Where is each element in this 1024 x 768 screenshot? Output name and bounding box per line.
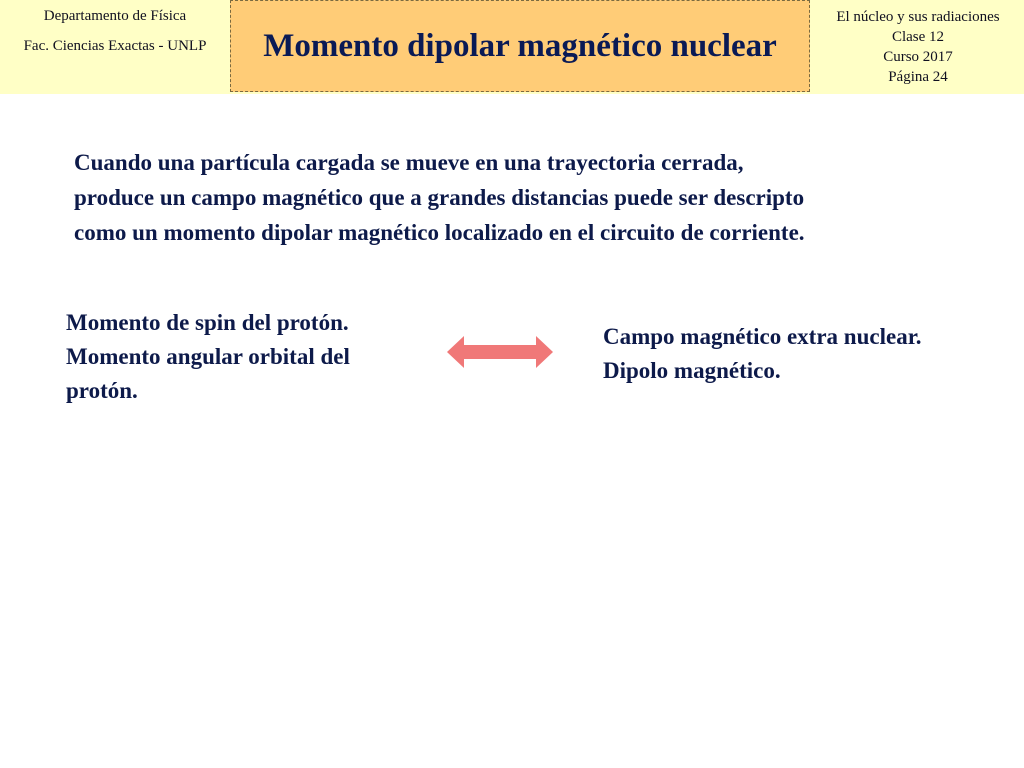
faculty-label: Fac. Ciencias Exactas - UNLP [23, 38, 207, 54]
magnetic-field-text [603, 320, 1013, 388]
right-line: Dipolo magnético. [603, 358, 781, 383]
double-arrow-icon [447, 336, 553, 368]
slide-header [0, 0, 1024, 94]
header-left-info [0, 0, 230, 94]
class-label: Clase 12 [891, 29, 945, 45]
intro-line: como un momento dipolar magnético localizado en el circuito de corriente. [74, 220, 805, 245]
department-label: Departamento de Física [43, 8, 187, 24]
slide-title: Momento dipolar magnético nuclear [230, 0, 810, 92]
left-line: protón. [66, 378, 138, 403]
left-line: Momento angular orbital del [66, 344, 350, 369]
intro-line: Cuando una partícula cargada se mueve en una trayectoria cerrada, [74, 150, 744, 175]
course-label: Curso 2017 [883, 49, 953, 65]
right-line: Campo magnético extra nuclear. [603, 324, 922, 349]
proton-moments-text [66, 306, 436, 408]
topic-label: El núcleo y sus radiaciones [836, 9, 1000, 25]
intro-line: produce un campo magnético que a grandes distancias puede ser descripto [74, 185, 805, 210]
page-label: Página 24 [888, 69, 948, 85]
intro-paragraph [74, 145, 994, 250]
header-right-info [812, 0, 1024, 94]
left-line: Momento de spin del protón. [66, 310, 349, 335]
